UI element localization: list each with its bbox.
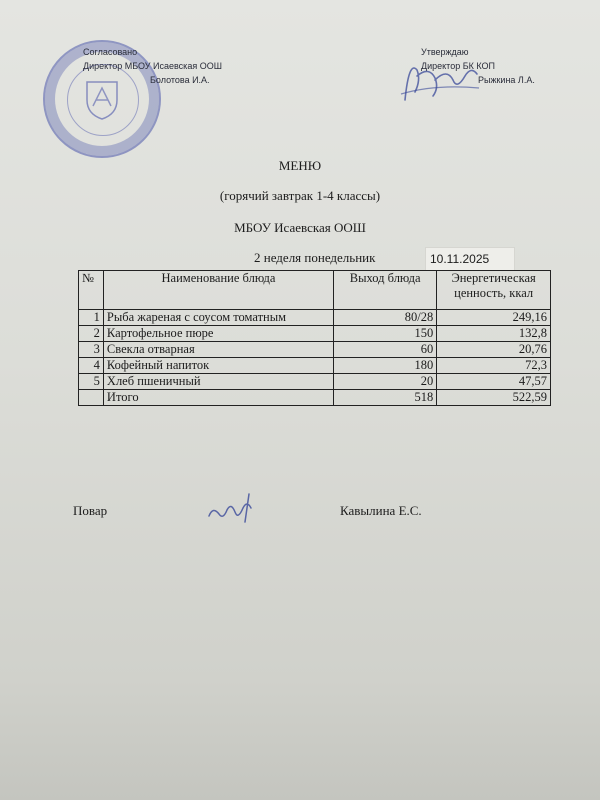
dish-name: Рыба жареная с соусом томатным	[103, 310, 333, 326]
column-header-dish: Наименование блюда	[103, 271, 333, 310]
approval-left-line1: Согласовано	[83, 47, 138, 57]
cook-role-label: Повар	[73, 503, 108, 518]
dish-energy: 132,8	[437, 326, 551, 342]
table-total-row	[79, 390, 551, 406]
dish-energy: 20,76	[437, 342, 551, 358]
dish-energy: 47,57	[437, 374, 551, 390]
table-row	[79, 358, 551, 374]
column-header-energy	[437, 271, 551, 310]
dish-name: Картофельное пюре	[103, 326, 333, 342]
dish-energy: 249,16	[437, 310, 551, 326]
row-number: 2	[79, 326, 104, 342]
approval-right-line1: Утверждаю	[421, 47, 469, 57]
row-number: 3	[79, 342, 104, 358]
cook-name: Кавылина Е.С.	[340, 503, 422, 518]
column-header-output: Выход блюда	[334, 271, 437, 310]
dish-output: 20	[334, 374, 437, 390]
date-label: 10.11.2025	[425, 247, 515, 271]
dish-energy: 72,3	[437, 358, 551, 374]
row-number: 1	[79, 310, 104, 326]
dish-name: Кофейный напиток	[103, 358, 333, 374]
menu-table	[78, 270, 551, 406]
page-title: МЕНЮ	[278, 158, 322, 173]
approval-left-line3: Болотова И.А.	[150, 75, 210, 85]
dish-output: 150	[334, 326, 437, 342]
cook-signature	[205, 490, 265, 526]
coat-of-arms-icon	[79, 76, 125, 122]
dish-output: 180	[334, 358, 437, 374]
total-energy: 522,59	[437, 390, 551, 406]
row-number: 4	[79, 358, 104, 374]
table-row	[79, 342, 551, 358]
total-output: 518	[334, 390, 437, 406]
column-header-number: №	[79, 271, 104, 310]
table-header-row	[79, 271, 551, 310]
director-signature	[395, 40, 485, 110]
school-name: МБОУ Исаевская ООШ	[234, 220, 366, 235]
approval-right-line2: Директор БК КОП	[421, 61, 495, 71]
approval-left-line2: Директор МБОУ Исаевская ООШ	[83, 61, 222, 71]
dish-output: 80/28	[334, 310, 437, 326]
row-number: 5	[79, 374, 104, 390]
column-header-energy-line2: ценность, ккал	[454, 286, 534, 300]
table-row	[79, 374, 551, 390]
week-day-label: 2 неделя понедельник	[254, 250, 376, 265]
page-subtitle: (горячий завтрак 1-4 классы)	[219, 188, 381, 203]
dish-name: Хлеб пшеничный	[103, 374, 333, 390]
table-row	[79, 310, 551, 326]
approval-right-line3: Рыжкина Л.А.	[478, 75, 535, 85]
total-label: Итого	[103, 390, 333, 406]
total-number-cell	[79, 390, 104, 406]
table-row	[79, 326, 551, 342]
dish-output: 60	[334, 342, 437, 358]
column-header-energy-line1: Энергетическая	[451, 271, 536, 285]
dish-name: Свекла отварная	[103, 342, 333, 358]
